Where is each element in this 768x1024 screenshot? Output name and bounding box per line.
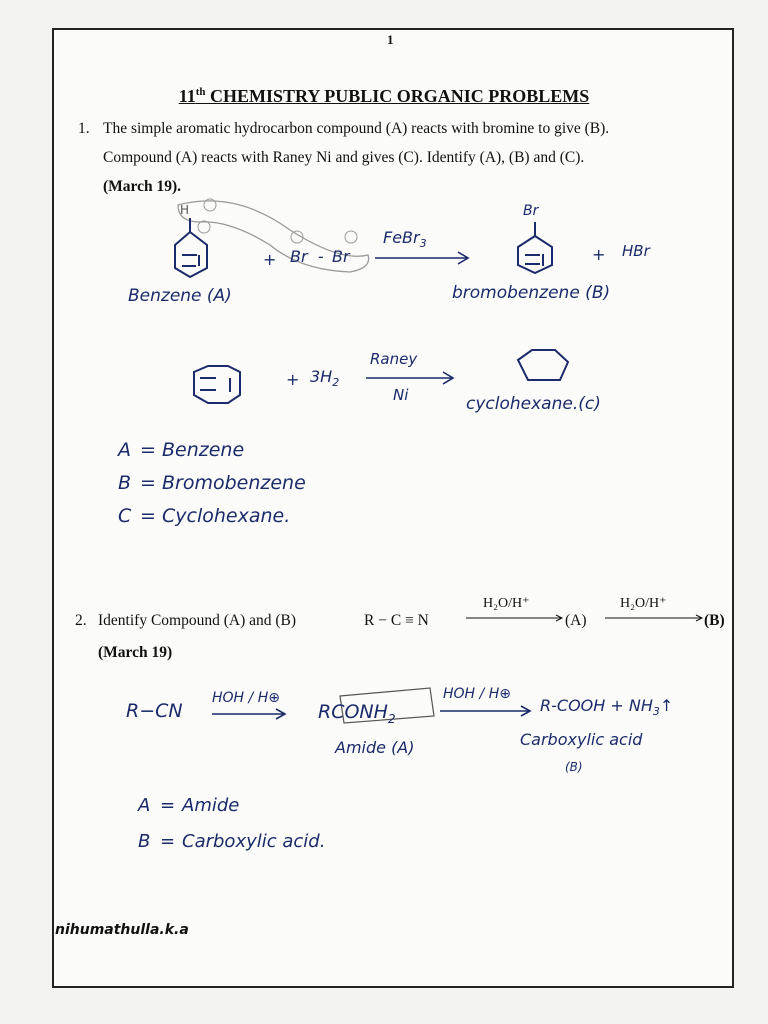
q1-line1: The simple aromatic hydrocarbon compound (A) reacts with bromine to give (B). <box>103 120 610 137</box>
q2-product-b: (B) <box>704 612 725 629</box>
bromine-1: Br <box>290 247 308 266</box>
amide-label: Amide (A) <box>335 738 415 757</box>
cyclohexane-ring <box>518 350 568 380</box>
benzene-label: Benzene (A) <box>128 286 232 306</box>
page-number: 1 <box>387 32 394 47</box>
benzene-ring-2 <box>194 366 240 403</box>
hbr-label: HBr <box>622 242 650 260</box>
product-bromine: Br <box>523 203 539 219</box>
bromine-2: Br <box>332 247 350 266</box>
q1-source: (March 19). <box>103 178 182 195</box>
hydrogen-label: H <box>180 203 190 217</box>
acid-products: R-COOH + $NH_3↑$ <box>540 696 674 719</box>
plus-sign: + <box>286 370 300 389</box>
q2-product-a: (A) <box>565 612 587 629</box>
charge-circle <box>345 231 357 243</box>
cyclohexane-label: cyclohexane.(c) <box>466 394 601 414</box>
hw-reagent-2: HOH / H⊕ <box>443 686 511 702</box>
nitrile-start: R−CN <box>126 700 183 722</box>
raney-label: Raney <box>370 350 418 368</box>
page-title: 11th CHEMISTRY PUBLIC ORGANIC PROBLEMS <box>178 86 590 106</box>
bond-dash: - <box>318 247 324 266</box>
acid-label: Carboxylic acid <box>520 730 643 749</box>
acid-label-b: (B) <box>565 760 583 774</box>
ni-label: Ni <box>393 386 409 404</box>
q1-number: 1. <box>78 120 90 137</box>
author-signature: nihumathulla.k.a <box>55 922 189 938</box>
charge-circle <box>198 221 210 233</box>
bromobenzene-ring <box>518 222 552 273</box>
answer-row: C = Cyclohexane. <box>118 505 291 527</box>
q2-number: 2. <box>75 612 87 629</box>
q2-reagent-2: H₂O/H⁺ <box>620 596 667 611</box>
q2-reagent-1: H₂O/H⁺ <box>483 596 530 611</box>
q1-line2: Compound (A) reacts with Raney Ni and gives (C). Identify (A), (B) and (C). <box>103 149 585 166</box>
reagent-febr3: FeBr$_3$ <box>383 228 427 251</box>
answer-row: A = Benzene <box>118 439 245 461</box>
answer-row: B = Bromobenzene <box>118 472 306 494</box>
answer-row: A = Amide <box>138 795 240 816</box>
bromobenzene-label: bromobenzene (B) <box>452 283 611 303</box>
q2-answers <box>138 788 325 860</box>
hydrogen-reagent: $3H_2$ <box>310 367 340 390</box>
hw-reagent-1: HOH / H⊕ <box>212 690 280 706</box>
amide-formula: $RCONH_2$ <box>318 701 396 726</box>
q2-text: Identify Compound (A) and (B) <box>98 612 297 629</box>
q1-answers <box>118 434 306 533</box>
plus-sign: + <box>592 245 606 264</box>
q2-source: (March 19) <box>98 644 173 661</box>
benzene-ring <box>175 218 207 277</box>
answer-row: B = Carboxylic acid. <box>138 831 326 852</box>
plus-sign: + <box>263 250 277 269</box>
q2-scheme-start: R − C ≡ N <box>364 612 429 629</box>
